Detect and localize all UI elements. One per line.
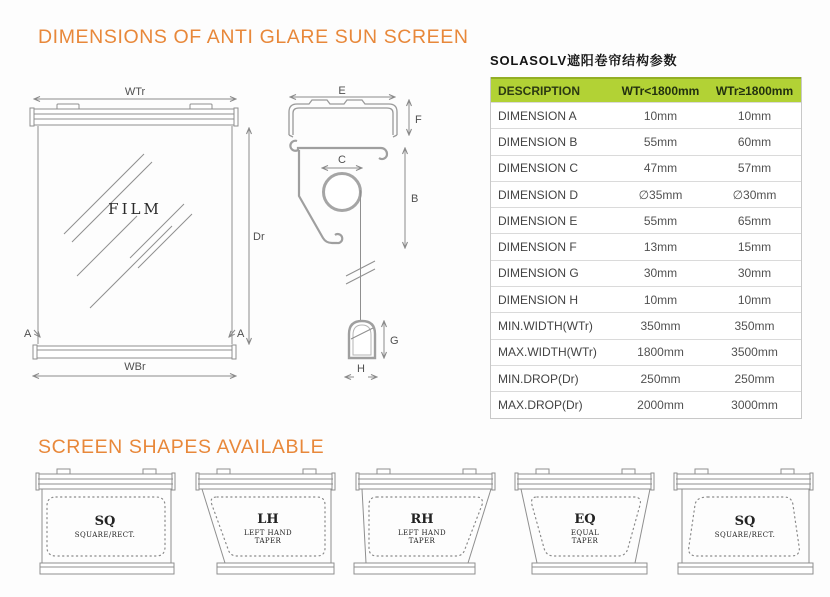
table-row — [491, 365, 801, 391]
row-value-2: 10mm — [737, 292, 772, 307]
dim-label-g: G — [390, 335, 399, 347]
bottom-weight — [349, 321, 375, 358]
table-row — [491, 155, 801, 181]
section-marker-a-right: A — [237, 328, 245, 340]
bottom-rail — [33, 345, 236, 359]
page-title: DIMENSIONS OF ANTI GLARE SUN SCREEN — [38, 26, 469, 48]
glass-reflection-lines — [64, 154, 192, 308]
row-value-2: 3500mm — [731, 345, 778, 360]
shape-name-line1: EQUAL — [570, 529, 600, 537]
row-value-2: 350mm — [734, 319, 775, 334]
row-label: DIMENSION E — [498, 213, 578, 228]
shape-name-line2: TAPER — [254, 537, 282, 545]
table-row — [491, 207, 801, 233]
row-value-1: 1800mm — [637, 345, 684, 360]
row-value-1: 55mm — [643, 134, 678, 149]
row-value-1: 55mm — [643, 213, 678, 228]
column-header-wide: WTr≥1800mm — [715, 83, 794, 98]
row-value-1: 250mm — [640, 371, 681, 386]
row-value-2: 10mm — [737, 108, 772, 123]
table-row — [491, 391, 801, 417]
row-value-2: 65mm — [737, 213, 772, 228]
shape-square-rect — [28, 467, 183, 585]
row-value-1: 10mm — [643, 292, 678, 307]
dim-label-f: F — [415, 114, 422, 126]
row-value-1: 47mm — [643, 161, 678, 176]
shape-name-line1: SQUARE/RECT. — [74, 531, 136, 539]
table-row — [491, 128, 801, 154]
table-row — [491, 233, 801, 259]
table-row — [491, 181, 801, 207]
film-panel — [38, 126, 232, 344]
shapes-section-title: SCREEN SHAPES AVAILABLE — [38, 436, 325, 458]
dim-label-wbr: WBr — [124, 361, 146, 373]
column-header-description: DESCRIPTION — [498, 83, 581, 98]
row-label: DIMENSION A — [498, 108, 577, 123]
dim-label-h: H — [357, 363, 365, 375]
row-label: DIMENSION C — [498, 161, 579, 176]
shape-square-rect-tapered-film — [666, 467, 821, 585]
row-value-2: 3000mm — [731, 397, 778, 412]
shape-code: LH — [257, 512, 279, 527]
shape-bottom-rail — [354, 563, 475, 574]
row-label: DIMENSION D — [498, 187, 579, 202]
dim-label-c: C — [338, 154, 346, 166]
shape-code: RH — [410, 512, 434, 527]
row-value-2: 30mm — [737, 266, 772, 281]
profile-view-diagram — [283, 86, 483, 388]
table-row — [491, 339, 801, 365]
row-label: MAX.DROP(Dr) — [498, 397, 583, 412]
section-marker-a-left: A — [24, 328, 32, 340]
shape-code: SQ — [94, 514, 116, 529]
table-row — [491, 312, 801, 338]
shape-top-rail — [515, 469, 654, 490]
column-header-narrow: WTr<1800mm — [621, 83, 700, 98]
spec-table — [490, 77, 802, 419]
row-label: DIMENSION H — [498, 292, 579, 307]
shape-bottom-rail — [217, 563, 334, 574]
shape-code: SQ — [734, 514, 756, 529]
row-label: DIMENSION F — [498, 240, 577, 255]
row-value-2: 15mm — [737, 240, 772, 255]
row-label: MAX.WIDTH(WTr) — [498, 345, 597, 360]
shape-top-rail — [36, 469, 175, 490]
row-value-1: 30mm — [643, 266, 678, 281]
dim-label-b: B — [411, 193, 419, 205]
row-value-1: 10mm — [643, 108, 678, 123]
shape-name-line2: TAPER — [571, 537, 599, 545]
shape-left-hand-taper — [188, 467, 343, 585]
row-label: MIN.WIDTH(WTr) — [498, 319, 593, 334]
a-left-arrow — [34, 330, 40, 337]
shape-equal-taper — [507, 467, 662, 585]
table-title: SOLASOLV遮阳卷帘结构参数 — [490, 53, 678, 68]
table-row — [491, 286, 801, 312]
shape-name-line1: SQUARE/RECT. — [714, 531, 776, 539]
shape-name-line1: LEFT HAND — [397, 529, 447, 537]
front-view-diagram — [22, 86, 272, 388]
row-value-1: 350mm — [640, 319, 681, 334]
top-rail — [30, 104, 238, 126]
shape-name-line2: TAPER — [408, 537, 436, 545]
dim-label-wtr: WTr — [124, 86, 146, 98]
table-row — [491, 102, 801, 128]
row-value-2: 60mm — [737, 134, 772, 149]
shape-top-rail — [196, 469, 335, 490]
spec-table-section — [490, 50, 802, 419]
roller-tube — [324, 174, 361, 211]
dim-label-dr: Dr — [253, 231, 265, 243]
row-value-2: 57mm — [737, 161, 772, 176]
cover-cap-profile — [289, 100, 397, 137]
row-value-2: ∅30mm — [732, 187, 777, 202]
dim-label-e: E — [338, 86, 346, 97]
shape-right-hand-taper — [348, 467, 503, 585]
table-row — [491, 260, 801, 286]
shape-bottom-rail — [678, 563, 813, 574]
row-value-1: 13mm — [643, 240, 678, 255]
row-value-1: 2000mm — [637, 397, 684, 412]
shape-top-rail — [674, 469, 813, 490]
table-header-row — [491, 77, 801, 102]
shape-top-rail — [356, 469, 495, 490]
shape-name-line1: LEFT HAND — [243, 529, 293, 537]
row-value-1: ∅35mm — [638, 187, 683, 202]
film-label: FILM — [108, 200, 162, 218]
row-label: DIMENSION B — [498, 134, 578, 149]
row-value-2: 250mm — [734, 371, 775, 386]
shape-bottom-rail — [532, 563, 647, 574]
row-label: DIMENSION G — [498, 266, 579, 281]
shape-code: EQ — [574, 512, 596, 527]
shape-bottom-rail — [40, 563, 174, 574]
row-label: MIN.DROP(Dr) — [498, 371, 579, 386]
